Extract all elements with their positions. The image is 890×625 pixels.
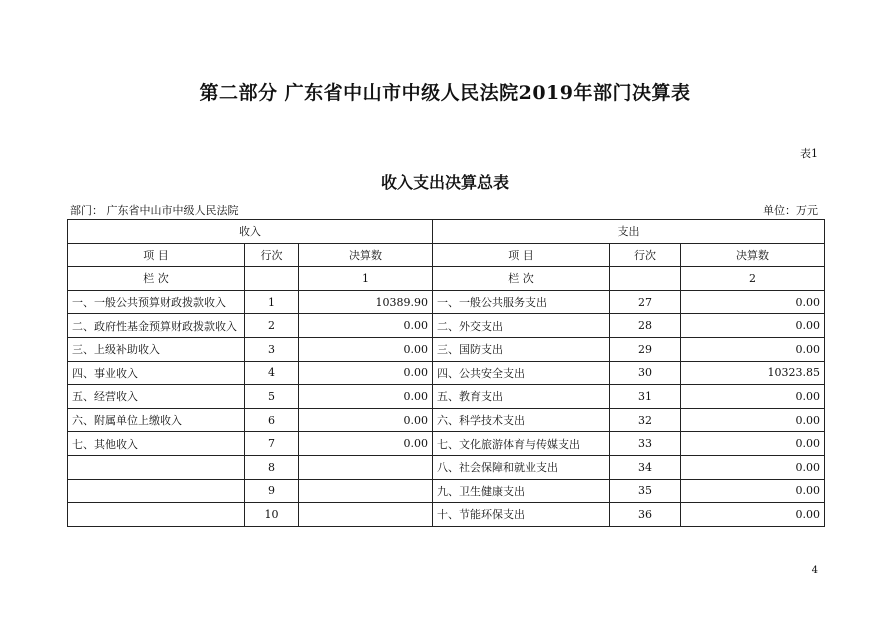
- expense-item-cell: 九、卫生健康支出: [433, 479, 610, 503]
- income-amount-cell: 0.00: [299, 385, 433, 409]
- expense-rowno-cell: 35: [610, 479, 681, 503]
- income-item-cell: 六、附属单位上缴收入: [68, 408, 245, 432]
- expense-amount-cell: 0.00: [681, 314, 825, 338]
- table-row: [68, 337, 825, 361]
- expense-item-cell: 三、国防支出: [433, 337, 610, 361]
- expense-column-label: 栏 次: [433, 267, 610, 291]
- income-rowno-cell: 9: [245, 479, 299, 503]
- table-row: [68, 479, 825, 503]
- expense-rowno-cell: 28: [610, 314, 681, 338]
- income-rowno-cell: 6: [245, 408, 299, 432]
- table-row: [68, 314, 825, 338]
- table-row: [68, 455, 825, 479]
- expense-rowno-cell: 32: [610, 408, 681, 432]
- department-label: 部门： 广东省中山市中级人民法院: [70, 204, 239, 217]
- header-row-sections: [68, 220, 825, 244]
- income-amount-cell: [299, 503, 433, 527]
- expense-rowno-cell: 34: [610, 455, 681, 479]
- income-item-cell: [68, 455, 245, 479]
- expense-amount-cell: 0.00: [681, 503, 825, 527]
- expense-amount-header: 决算数: [681, 243, 825, 267]
- income-rowno-cell: 7: [245, 432, 299, 456]
- table-row: [68, 408, 825, 432]
- expense-column-blank: [610, 267, 681, 291]
- income-header: 收入: [68, 220, 433, 244]
- income-item-header: 项 目: [68, 243, 245, 267]
- income-item-cell: 七、其他收入: [68, 432, 245, 456]
- income-amount-header: 决算数: [299, 243, 433, 267]
- page-title: 第二部分 广东省中山市中级人民法院2019年部门决算表: [199, 82, 691, 104]
- table-title: 收入支出决算总表: [380, 173, 509, 192]
- table-number: 表1: [800, 147, 818, 160]
- expense-rowno-cell: 29: [610, 337, 681, 361]
- income-amount-cell: [299, 455, 433, 479]
- expense-amount-cell: 0.00: [681, 408, 825, 432]
- income-column-label: 栏 次: [68, 267, 245, 291]
- expense-amount-cell: 0.00: [681, 432, 825, 456]
- income-item-cell: [68, 479, 245, 503]
- expense-rowno-cell: 31: [610, 385, 681, 409]
- expense-item-header: 项 目: [433, 243, 610, 267]
- table-row: [68, 432, 825, 456]
- expense-column-index: 2: [681, 267, 825, 291]
- income-item-cell: [68, 503, 245, 527]
- income-rowno-cell: 1: [245, 290, 299, 314]
- expense-item-cell: 六、科学技术支出: [433, 408, 610, 432]
- expense-amount-cell: 0.00: [681, 337, 825, 361]
- income-item-cell: 四、事业收入: [68, 361, 245, 385]
- income-amount-cell: 0.00: [299, 408, 433, 432]
- income-amount-cell: 0.00: [299, 314, 433, 338]
- income-amount-cell: [299, 479, 433, 503]
- expense-rowno-header: 行次: [610, 243, 681, 267]
- income-rowno-header: 行次: [245, 243, 299, 267]
- income-column-blank: [245, 267, 299, 291]
- income-item-cell: 二、政府性基金预算财政拨款收入: [68, 314, 245, 338]
- income-rowno-cell: 10: [245, 503, 299, 527]
- income-item-cell: 三、上级补助收入: [68, 337, 245, 361]
- expense-item-cell: 一、一般公共服务支出: [433, 290, 610, 314]
- income-rowno-cell: 8: [245, 455, 299, 479]
- income-rowno-cell: 4: [245, 361, 299, 385]
- income-rowno-cell: 5: [245, 385, 299, 409]
- table-row: [68, 503, 825, 527]
- expense-rowno-cell: 33: [610, 432, 681, 456]
- table-row: [68, 385, 825, 409]
- income-item-cell: 五、经营收入: [68, 385, 245, 409]
- expense-amount-cell: 0.00: [681, 455, 825, 479]
- income-column-index: 1: [299, 267, 433, 291]
- expense-item-cell: 七、文化旅游体育与传媒支出: [433, 432, 610, 456]
- income-item-cell: 一、一般公共预算财政拨款收入: [68, 290, 245, 314]
- table-row: [68, 290, 825, 314]
- table-row: [68, 361, 825, 385]
- income-amount-cell: 0.00: [299, 361, 433, 385]
- income-amount-cell: 0.00: [299, 337, 433, 361]
- page-number: 4: [811, 565, 818, 576]
- expense-item-cell: 十、节能环保支出: [433, 503, 610, 527]
- expense-amount-cell: 0.00: [681, 479, 825, 503]
- expense-amount-cell: 0.00: [681, 385, 825, 409]
- expense-amount-cell: 0.00: [681, 290, 825, 314]
- income-amount-cell: 0.00: [299, 432, 433, 456]
- header-row-column-index: [68, 267, 825, 291]
- income-amount-cell: 10389.90: [299, 290, 433, 314]
- expense-rowno-cell: 30: [610, 361, 681, 385]
- expense-header: 支出: [433, 220, 825, 244]
- expense-rowno-cell: 36: [610, 503, 681, 527]
- budget-table: [67, 219, 825, 527]
- expense-amount-cell: 10323.85: [681, 361, 825, 385]
- income-rowno-cell: 2: [245, 314, 299, 338]
- expense-item-cell: 五、教育支出: [433, 385, 610, 409]
- income-rowno-cell: 3: [245, 337, 299, 361]
- header-row-columns: [68, 243, 825, 267]
- expense-item-cell: 二、外交支出: [433, 314, 610, 338]
- expense-rowno-cell: 27: [610, 290, 681, 314]
- unit-label: 单位：万元: [763, 204, 818, 217]
- expense-item-cell: 八、社会保障和就业支出: [433, 455, 610, 479]
- expense-item-cell: 四、公共安全支出: [433, 361, 610, 385]
